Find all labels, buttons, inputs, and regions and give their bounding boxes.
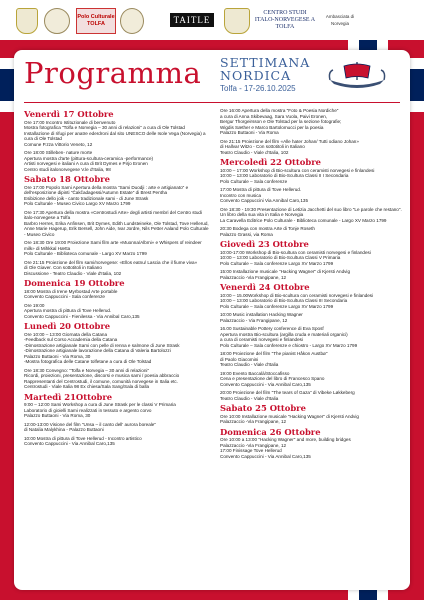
day-heading: Martedì 21Ottobre xyxy=(24,391,113,402)
small-seal-logo xyxy=(120,8,144,34)
polo-culturale-logo: Polo Culturale TOLFA xyxy=(76,8,116,34)
program-event: 10:00 Mostra di pittura di Tove Hellerud - Incontro artistico Convento Cappuccini - Via Annibal Caro,135 xyxy=(24,435,142,446)
program-event: 10:00 – 17:00 Workshop di Bio-scultura con ceramisti norvegesi e finlandesi 10:00 – 13:00 Laboratorio di Bio-Scultura Classi II I Secondaria Polo Culturale – Sala conferenze xyxy=(220,167,375,184)
program-event: Ore 10:00 – 13:00 Giornata della Catana -Feedback sul Corso Accademia della Catana -Dimostrazione artigianale Sami con pelle di renna e salmone di June Strask -Dimostrazione artigianale lavorazione della Catana di Valeria Bartolozzi Palazzo Buttaoni - Via Roma, 30 -Mostra fotografica delle Catane tolfetane a cura di Ole Tolstad xyxy=(24,331,180,364)
program-right-column xyxy=(220,108,404,462)
program-event: Ore 19:00 Apertura mostra di pittura di Tove Hellerud. Convento Cappuccini - Fienilessa - Via Annibal Caro,135 xyxy=(24,302,140,319)
program-event: 16.00 Sustainable Pottery conference di Eva Sposf Apertura mostra Bio-scultura (argilla cruda e materiali organici) a cura di ceramisti norvegesi e finlandesi Polo Culturale – Sala conferenze e chiostro - Largo XV Marzo 1799 xyxy=(220,326,358,348)
program-event: 17:00 Mostra di pittura di Tove Hellerud. Incontro con musica Convento Cappuccini Via Annibal Caro,135 xyxy=(220,187,309,203)
crest-logo xyxy=(16,8,38,34)
program-event: 12:00-13:00 Visione del film "Unsa – il canto dell' aurora boreale" di Natalia Malykhina - Palazzo Buttaoni xyxy=(24,421,156,432)
program-event: 20:00 Proiezione del film "The tears of Gaza" di Vibeke Løkkeberg Teatro Claudio - Viale d'Italia xyxy=(220,390,355,401)
program-event: 9:00 – 12:00 Sami Workshop a cura di June Strask per le classi V Primaria Laboratorio di gioielli Sami realizzati in tessuto e argento corvo Palazzo Buttaoni - Via Roma, 30 xyxy=(24,402,176,418)
program-event: 10:00-17:00 Workshop di Bio-scultura con ceramisti norvegesi e finlandesi 10:00 – 13:00 Laboratorio di Bio-Scultura Classi V Primaria Polo Culturale – Sala conferenze Largo XV Marzo 1799 xyxy=(220,249,371,266)
municipality-seal-logo xyxy=(44,8,70,34)
program-event: 18:00 Proiezione del film "The pianist Håkon Austbø" di Paolo Giacomini Teatro Claudio - Viale d'Italia xyxy=(220,351,328,367)
program-event: 19:00 Evento Baccalà/Stoccafisso Cena e presentazione del libro di Francesco Spano Convento Cappuccini - Via Annibal Caro,135 xyxy=(220,370,325,387)
page-title: Programma xyxy=(24,56,202,90)
emblem-logo xyxy=(224,8,250,34)
taitle-logo: TAITLE xyxy=(170,13,214,27)
viking-ship-icon xyxy=(326,58,388,92)
program-event: 20:30 Bodega con mostra Arte di Tonje Roseth Palazzo Grassi, via Roma xyxy=(220,226,315,237)
program-event: Ore 10:00 Installazione musicale "Hacking Wagner" di Kjersti Andvig Palazzaccio -Via Frangipane, 12 xyxy=(220,413,359,424)
day-heading: Sabato 25 Ottobre xyxy=(220,403,306,413)
brand-line-1: SETTIMANA xyxy=(220,55,311,70)
program-event: 15:00 Installazione musicale "Hacking Wagner" di Kjersti Andvig Palazzaccio -Via Frangipane, 12 xyxy=(220,269,350,280)
brand-line-2: NORDICA xyxy=(220,68,292,83)
program-event: Ore 16:00 Apertura della mostra "Foto & Poesia Nordiche" a cura di Anna Skibevaag, Sara Vuola, Paivi Eronen, Bergur Thorgeirsson e Ole Tolstad per la sezione fotografie; Wigdis Sæther e Marco Bartolomucci per la poesia Palazzo Buttaoni - Via Roma xyxy=(220,108,342,135)
program-event: Ore 17:00 Incontro Istituzionale di benvenuto Mostra fotografica "Tolfa e Norvegia – 30 anni di relazioni" a cura di Ole Tolstad Installazione di rifugi per anatre ederdroni dal sito UNESCO delle Isole Vega (Norvegia) a cura di Ole Tolstad Comune P.zza Vittorio Veneto, 12 xyxy=(24,119,206,147)
program-event: Ore 18:30 Ore 19:00 Proiezione Sami film arte «Muonna/Albmi» e Whispers of reindeer milk» di Mihkkal Hætta Polo Culturale - Biblioteca comunale - Largo XV Marzo 1799 xyxy=(24,240,202,256)
program-event: Ore 18:30 - 19:30 Presentazione di Letizia Jacchetti del suo libro "Le parole che restano". Un libro della sua vita in Italia e Norvegia La Caravella Editrice Polo Culturale - Biblioteca comunale - Largo XV Marzo 1799 xyxy=(220,206,402,223)
event-dates: Tolfa - 17-26.10.2025 xyxy=(220,84,296,93)
logo-strip xyxy=(0,0,424,40)
program-event: Ore 17:30 Apertura della mostra «Centrostudi Arte» degli artisti membri del Centro studi italo-norvegese a Tolfa Barbro Herres, Erika Anfinsen, Brit Dymes, Edith Lundsteineke, Ole Tolstad, Tove Hellerud, Anne Marie Hagerup, Erik Bersell, John Aide, Ivar Jordre, Nils Petter Aaland Polo Culturale - Museo Civico xyxy=(24,209,209,237)
program-event: Ore 17:00 Popolo Sami Apertura della mostra "Sami Duodji : arte e artigianato" e dell'esposizione dipinti "Čakčadagessi/Autumn Estate" di Brest Pentha Esibizione dello joik - canto tradizionale sami - di June Strask Polo Culturale - Museo Civico Largo XV Marzo 1799 xyxy=(24,184,189,206)
program-event: Ore 21:15 Proiezione del film sami/norvegese: «Ellos eatnu/ Lascia che il fiume viva» di Ole Giaver. Con sottotitoli in Italiano Discussione - Teatro Claudio - Viale d'Italia, 102 xyxy=(24,259,198,276)
event-brand xyxy=(220,56,310,82)
day-heading: Domenica 19 Ottobre xyxy=(24,278,125,288)
ambasciata-logo: Ambasciata di Norvegia xyxy=(325,14,355,26)
dome-logo xyxy=(384,8,414,32)
program-event: Ore 18:30 Convegno: "Tolfa e Norvegia – 30 anni di relazioni" Ricordi, proiezioni, presentazione, discorsi e musica sami / poesia abbraccio Rappresentanti del Centrostudi, il comune, comunità norvegese in Italia etc. Centrostudi - Viale Italia 98 Ex chiesa/Sala Sang/Sala di balla xyxy=(24,367,180,389)
program-event: 10:00 Music installation Hacking Wagner Palazzaccio - Via Frangipane, 12 xyxy=(220,312,303,323)
program-header xyxy=(14,50,410,100)
program-event: Ore 18:00 Stilleben- nature morte Apertura mostra d'arte (pittura-scultura-ceramica -performance) Artisti norvegesi e italiani A cura di Brit Dymes e Pirjo Eronen Centro studi italonorvegese V.le d'Italia, 98 xyxy=(24,150,154,172)
day-heading: Mercoledì 22 Ottobre xyxy=(220,157,321,167)
day-heading: Domenica 26 Ottobre xyxy=(220,426,321,437)
header-divider xyxy=(24,102,400,103)
day-heading: Venerdì 24 Ottobre xyxy=(220,282,310,292)
program-event: 18:00 Mostra di Irene Myrbostad Arte portable Convento Cappuccini - Sala conferenze xyxy=(24,288,118,299)
day-heading: Venerdì 17 Ottobre xyxy=(24,109,114,119)
program-event: Ore 21:15 Proiezione del film «Alle hater Johan/ Tutti odiano Johan» di Hallvar Witzo - Con sottotitoli in Italiano Teatro Claudio - Viale d'Italia, 102 xyxy=(220,138,359,155)
day-heading: Giovedì 23 Ottobre xyxy=(220,239,309,249)
centro-studi-logo: CENTRO STUDI ITALO-NORVEGESE A TOLFA xyxy=(254,9,316,30)
day-heading: Lunedì 20 Ottobre xyxy=(24,321,111,331)
program-event: Ore 10:00 a 13:00 "Hacking Wagner" and more, building bridges Palazzaccio -Via Frangipane, 12 17:00 Finissage Tove Hellerud Convento Cappuccini - Via Annibal Caro,135 xyxy=(220,437,351,459)
program-left-column xyxy=(24,108,210,450)
program-panel xyxy=(14,50,410,590)
day-heading: Sabato 18 Ottobre xyxy=(24,174,110,184)
program-event: 10:00 – 15.00Workshop di Bio-scultura con ceramisti norvegesi e finlandesi 10:00 – 13:00 Laboratorio di Bio-Scultura Classi III Secondaria Polo Culturale – Sala conferenze Largo XV Marzo 1799 xyxy=(220,292,374,309)
